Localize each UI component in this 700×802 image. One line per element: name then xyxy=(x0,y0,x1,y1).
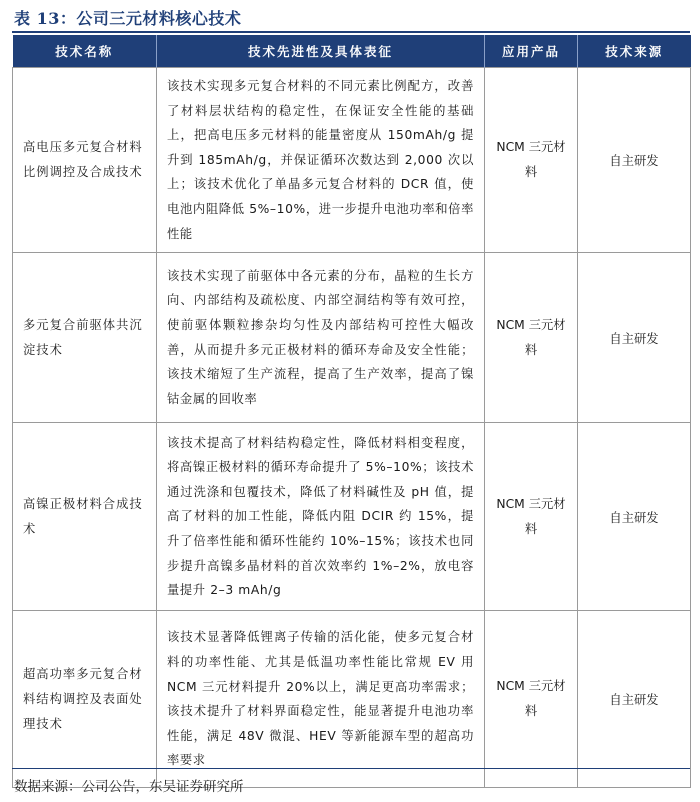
data-source-note: 数据来源：公司公告，东吴证券研究所 xyxy=(14,779,244,795)
table-title: 表 13：公司三元材料核心技术 xyxy=(14,9,242,28)
cell-source: 自主研发 xyxy=(578,611,691,788)
cell-tech-desc: 该技术显著降低锂离子传输的活化能，使多元复合材料的功率性能、尤其是低温功率性能比常规 EV 用 NCM 三元材料提升 20%以上，满足更高功率需求；该技术提升了材料界面稳定性，能显著提升电池功率性能，满足 48V 微混、HEV 等新能源车型的超高功率要求 xyxy=(157,611,485,788)
cell-product: NCM 三元材料 xyxy=(485,423,578,611)
header-tech-desc: 技术先进性及具体表征 xyxy=(157,35,485,68)
header-source: 技术来源 xyxy=(578,35,691,68)
cell-tech-desc: 该技术实现了前驱体中各元素的分布，晶粒的生长方向、内部结构及疏松度、内部空洞结构等有效可控，使前驱体颗粒掺杂均匀性及内部结构可控性大幅改善，从而提升多元正极材料的循环寿命及安全性能；该技术缩短了生产流程，提高了生产效率，提高了镍钴金属的回收率 xyxy=(157,253,485,423)
title-divider xyxy=(12,31,690,33)
cell-tech-desc: 该技术实现多元复合材料的不同元素比例配方，改善了材料层状结构的稳定性，在保证安全性能的基础上，把高电压多元材料的能量密度从 150mAh/g 提升到 185mAh/g，并保证循环次数达到 2,000 次以上；该技术优化了单晶多元复合材料的 DCR 值，使电池内阻降低 5%–10%，进一步提升电池功率和倍率性能 xyxy=(157,68,485,253)
cell-tech-name: 超高功率多元复合材料结构调控及表面处理技术 xyxy=(13,611,157,788)
cell-product: NCM 三元材料 xyxy=(485,611,578,788)
header-tech-name: 技术名称 xyxy=(13,35,157,68)
cell-tech-name: 多元复合前驱体共沉淀技术 xyxy=(13,253,157,423)
cell-tech-name: 高镍正极材料合成技术 xyxy=(13,423,157,611)
cell-source: 自主研发 xyxy=(578,68,691,253)
table-row xyxy=(13,611,691,788)
header-product: 应用产品 xyxy=(485,35,578,68)
cell-product: NCM 三元材料 xyxy=(485,253,578,423)
cell-tech-name: 高电压多元复合材料比例调控及合成技术 xyxy=(13,68,157,253)
cell-product: NCM 三元材料 xyxy=(485,68,578,253)
core-technology-table xyxy=(12,35,691,788)
table-row xyxy=(13,68,691,253)
table-header-row xyxy=(13,35,691,68)
cell-tech-desc: 该技术提高了材料结构稳定性，降低材料相变程度，将高镍正极材料的循环寿命提升了 5%–10%；该技术通过洗涤和包覆技术，降低了材料碱性及 pH 值，提高了材料的加工性能，降低内阻 DCIR 约 15%，提升了倍率性能和循环性能约 10%–15%；该技术也同步提升高镍多晶材料的首次效率约 1%–2%，放电容量提升 2–3 mAh/g xyxy=(157,423,485,611)
table-row xyxy=(13,423,691,611)
cell-source: 自主研发 xyxy=(578,423,691,611)
table-row xyxy=(13,253,691,423)
cell-source: 自主研发 xyxy=(578,253,691,423)
footer-divider xyxy=(12,768,690,769)
